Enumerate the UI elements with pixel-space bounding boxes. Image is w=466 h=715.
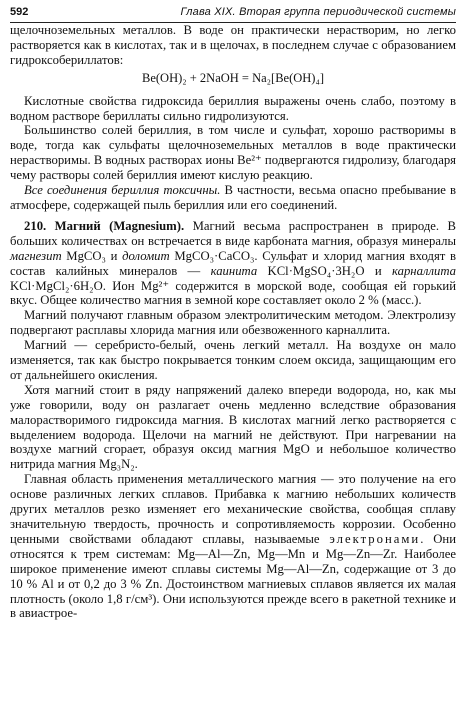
spaced-term: электронами bbox=[329, 531, 421, 546]
text-run: MgCO₃·CaCO₃. Сульфат и хлорид магния входят в состав калийных минералов — bbox=[10, 248, 456, 278]
mineral-name: каинита bbox=[210, 263, 258, 278]
equation: Be(OH)₂ + 2NaOH = Na₂[Be(OH)₄] bbox=[142, 70, 324, 85]
toxicity-warning: Все соединения бериллия токсичны. bbox=[24, 183, 221, 198]
mineral-name: карналлита bbox=[391, 263, 456, 278]
chapter-title: Глава XIX. Вторая группа периодической системы bbox=[180, 6, 456, 18]
paragraph-acidic-properties: Кислотные свойства гидроксида бериллия выражены очень слабо, поэтому в водном растворе бериллаты сильно гидролизуются. bbox=[10, 93, 456, 123]
paragraph-production: Магний получают главным образом электролитическим методом. Электролизу подвергают расплавы хлорида магния или обезвоженного карналлита. bbox=[10, 308, 456, 338]
page-number: 592 bbox=[10, 6, 29, 18]
mineral-name: магнезит bbox=[10, 248, 62, 263]
toxicity-text: В частности, весьма опасно пребывание в атмосфере, содержащей пыль бериллия или его соединений. bbox=[10, 183, 456, 212]
paragraph-reactivity: Хотя магний стоит в ряду напряжений далеко впереди водорода, но, как мы уже говорили, воду он разлагает очень медленно вследствие образования малорастворимого гидроксида магния. В кислотах магний легко растворяется с выделением водорода. Щелочи на магний не действуют. При нагревании на воздухе магний сгорает, образуя оксид магния MgO и небольшое количество нитрида магния Mg₃N₂. bbox=[10, 382, 456, 472]
section-heading: 210. Магний (Magnesium). bbox=[24, 218, 185, 233]
text-run: Магний весьма распространен в природе. В больших количествах он встречается в виде карбоната магния, образуя минералы bbox=[10, 218, 456, 248]
text-run: . Они относятся к трем системам: Mg—Al—Zn, Mg—Mn и Mg—Zn—Zr. Наиболее широкое применение имеют сплавы системы Mg—Al—Zn, содержащие от 3 до 10 % Al и от 0,2 до 3 % Zn. Достоинством магниевых сплавов является их малая плотность (около 1,8 г/см³). Они используются прежде всего в ракетной технике и в авиастрое- bbox=[10, 531, 456, 621]
mineral-name: доломит bbox=[122, 248, 170, 263]
paragraph-magnesium-intro bbox=[10, 219, 456, 308]
text-run: KCl·MgCl₂·6H₂O. Ион Mg²⁺ содержится в морской воде, сообщая ей горький вкус. Общее количество магния в земной коре составляет около 2 % (масс.). bbox=[10, 278, 456, 308]
paragraph-toxicity bbox=[10, 183, 456, 213]
text-run: Главная область применения металлического магния — это получение на его основе различных легких сплавов. Прибавка к магнию небольших количеств других металлов резко изменяет его механические свойства, сообщая сплаву значительную твердость, прочность и сопротивляемость коррозии. Особенно ценными свойствами обладают сплавы, называемые bbox=[10, 472, 456, 546]
text-run: MgCO₃ и bbox=[61, 248, 123, 263]
text-run: KCl·MgSO₄·3H₂O и bbox=[257, 263, 392, 278]
page-header bbox=[10, 0, 456, 23]
paragraph-beryllium-salts: Большинство солей бериллия, в том числе и сульфат, хорошо растворимы в воде, тогда как сульфаты щелочноземельных металлов в воде практически нерастворимы. В водных растворах ионы Be²⁺ подвергаются гидролизу, благодаря чему растворы солей бериллия имеют кислую реакцию. bbox=[10, 123, 457, 183]
page-body bbox=[10, 23, 456, 621]
paragraph-alloys bbox=[10, 472, 456, 621]
paragraph-hydroxide-solubility: щелочноземельных металлов. В воде он практически нерастворим, но легко растворяется как в кислотах, так и в щелочах, в последнем случае с образованием гидроксобериллатов: bbox=[10, 23, 456, 67]
paragraph-properties: Магний — серебристо-белый, очень легкий металл. На воздухе он мало изменяется, так как быстро покрывается тонким слоем оксида, защищающим его от дальнейшего окисления. bbox=[10, 338, 456, 382]
